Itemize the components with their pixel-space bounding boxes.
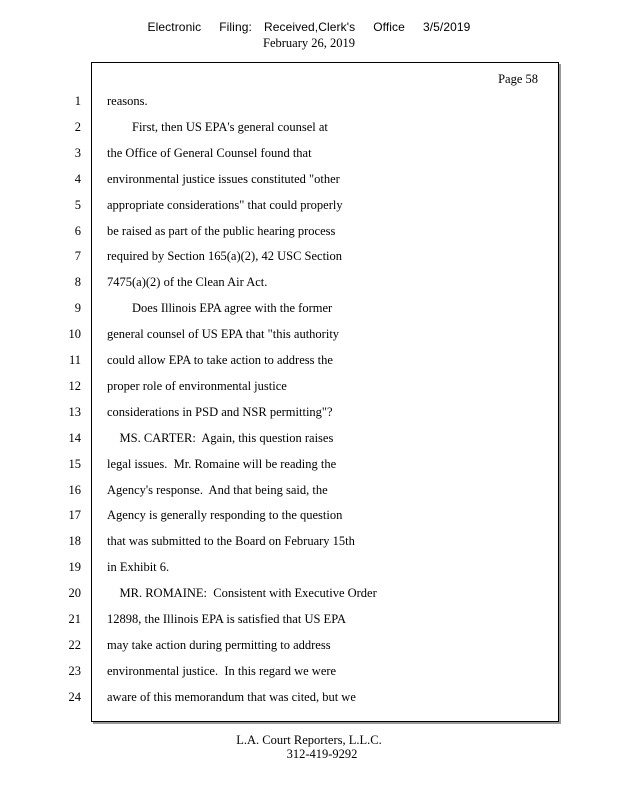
- transcript-line: could allow EPA to take action to address the: [107, 353, 333, 367]
- transcript-line: considerations in PSD and NSR permitting"?: [107, 405, 333, 419]
- transcript-line: general counsel of US EPA that "this authority: [107, 327, 340, 341]
- transcript-line: may take action during permitting to address: [107, 638, 331, 652]
- line-number: 3: [74, 146, 81, 160]
- line-number: 20: [68, 586, 81, 600]
- stamp-electronic: Electronic: [147, 20, 202, 34]
- line-number: 7: [74, 249, 81, 263]
- line-number: 24: [68, 690, 81, 704]
- transcript-line: be raised as part of the public hearing process: [107, 224, 336, 238]
- line-number: 5: [74, 198, 81, 212]
- transcript-line: 12898, the Illinois EPA is satisfied that US EPA: [107, 612, 347, 626]
- filed-date: February 26, 2019: [263, 36, 355, 50]
- line-number: 2: [74, 120, 81, 134]
- transcript-line: MS. CARTER: Again, this question raises: [107, 431, 334, 445]
- transcript-line: required by Section 165(a)(2), 42 USC Section: [107, 249, 343, 263]
- transcript-line: Agency is generally responding to the question: [107, 508, 343, 522]
- transcript-line: aware of this memorandum that was cited, but we: [107, 690, 356, 704]
- stamp-received: Received,Clerk's: [263, 20, 356, 34]
- line-number: 10: [68, 327, 81, 341]
- footer-company: L.A. Court Reporters, L.L.C.: [236, 733, 382, 747]
- line-number: 8: [74, 275, 81, 289]
- stamp-date: 3/5/2019: [422, 20, 471, 34]
- line-number: 6: [74, 224, 81, 238]
- transcript-line: the Office of General Counsel found that: [107, 146, 312, 160]
- filing-stamp: [0, 20, 618, 34]
- transcript-line: environmental justice. In this regard we were: [107, 664, 337, 678]
- line-number: 13: [68, 405, 81, 419]
- line-number: 15: [68, 457, 81, 471]
- line-number: 22: [68, 638, 81, 652]
- transcript-line: in Exhibit 6.: [107, 560, 170, 574]
- transcript-line: that was submitted to the Board on February 15th: [107, 534, 355, 548]
- transcript-line: legal issues. Mr. Romaine will be reading the: [107, 457, 337, 471]
- transcript-line: MR. ROMAINE: Consistent with Executive Order: [107, 586, 377, 600]
- transcript-line: First, then US EPA's general counsel at: [107, 120, 328, 134]
- line-number: 1: [74, 94, 81, 108]
- line-number: 19: [68, 560, 81, 574]
- line-number: 17: [68, 508, 81, 522]
- stamp-filing: Filing:: [219, 20, 252, 34]
- transcript-line: appropriate considerations" that could properly: [107, 198, 343, 212]
- line-number: 11: [68, 353, 81, 367]
- line-number: 12: [68, 379, 81, 393]
- stamp-office: Office: [373, 20, 405, 34]
- line-number: 14: [68, 431, 81, 445]
- transcript-line: 7475(a)(2) of the Clean Air Act.: [107, 275, 268, 289]
- line-number: 9: [74, 301, 81, 315]
- page-number: Page 58: [498, 72, 538, 86]
- transcript-line: environmental justice issues constituted "other: [107, 172, 340, 186]
- line-number: 21: [68, 612, 81, 626]
- transcript-line: Does Illinois EPA agree with the former: [107, 301, 333, 315]
- line-number: 16: [68, 483, 81, 497]
- line-number: 23: [68, 664, 81, 678]
- transcript-line: reasons.: [107, 94, 148, 108]
- transcript-line: proper role of environmental justice: [107, 379, 287, 393]
- line-number: 18: [68, 534, 81, 548]
- transcript-line: Agency's response. And that being said, the: [107, 483, 328, 497]
- footer-phone: 312-419-9292: [286, 747, 358, 761]
- line-number: 4: [74, 172, 81, 186]
